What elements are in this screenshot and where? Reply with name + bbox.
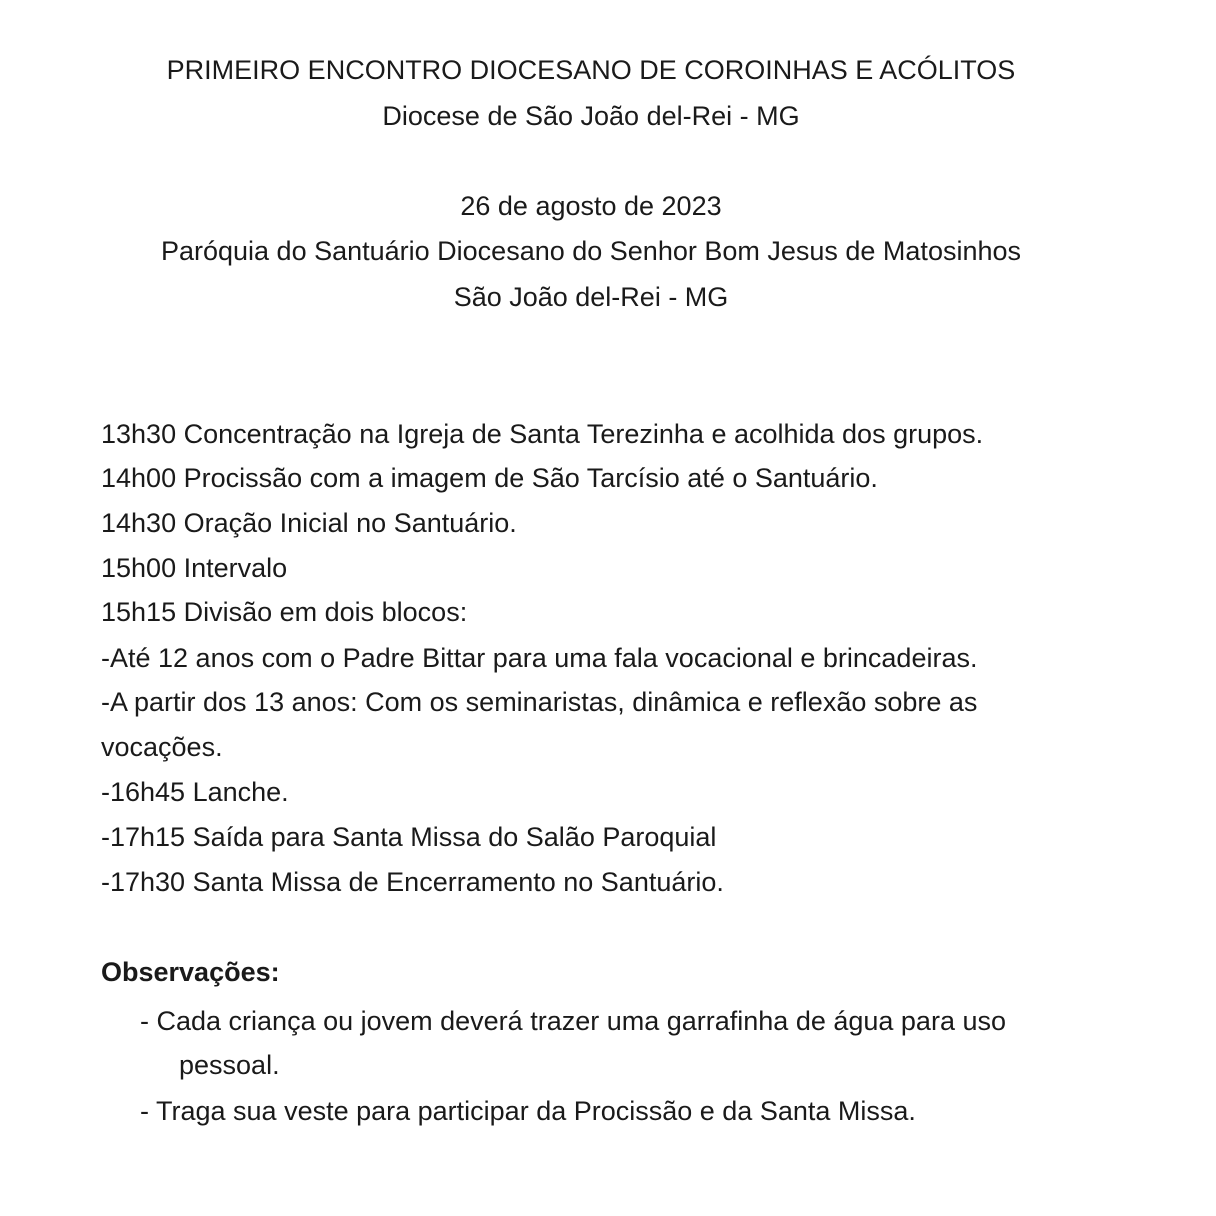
schedule-item: 13h30 Concentração na Igreja de Santa Terezinha e acolhida dos grupos.: [101, 419, 984, 449]
event-date: 26 de agosto de 2023: [460, 191, 722, 221]
schedule-item: -16h45 Lanche.: [101, 777, 289, 807]
observation-item-continuation: pessoal.: [179, 1050, 280, 1080]
schedule-item: 14h00 Procissão com a imagem de São Tarcísio até o Santuário.: [101, 463, 878, 493]
city-line: São João del-Rei - MG: [453, 282, 729, 312]
observation-item: - Cada criança ou jovem deverá trazer uma garrafinha de água para uso: [140, 1006, 1006, 1036]
diocese-line: Diocese de São João del-Rei - MG: [382, 101, 800, 131]
event-title: PRIMEIRO ENCONTRO DIOCESANO DE COROINHAS E ACÓLITOS: [166, 55, 1016, 85]
schedule-item: 15h00 Intervalo: [101, 553, 288, 583]
schedule-item: 14h30 Oração Inicial no Santuário.: [101, 508, 517, 538]
schedule-item: 15h15 Divisão em dois blocos:: [101, 597, 468, 627]
schedule-item: -Até 12 anos com o Padre Bittar para uma fala vocacional e brincadeiras.: [101, 643, 978, 673]
observation-item: - Traga sua veste para participar da Procissão e da Santa Missa.: [140, 1096, 916, 1126]
schedule-item: -17h15 Saída para Santa Missa do Salão Paroquial: [101, 822, 717, 852]
schedule-item-continuation: vocações.: [101, 732, 223, 762]
parish-name: Paróquia do Santuário Diocesano do Senhor Bom Jesus de Matosinhos: [160, 236, 1022, 266]
schedule-item: -A partir dos 13 anos: Com os seminaristas, dinâmica e reflexão sobre as: [101, 687, 978, 717]
schedule-item: -17h30 Santa Missa de Encerramento no Santuário.: [101, 867, 724, 897]
observations-title: Observações:: [101, 957, 280, 987]
